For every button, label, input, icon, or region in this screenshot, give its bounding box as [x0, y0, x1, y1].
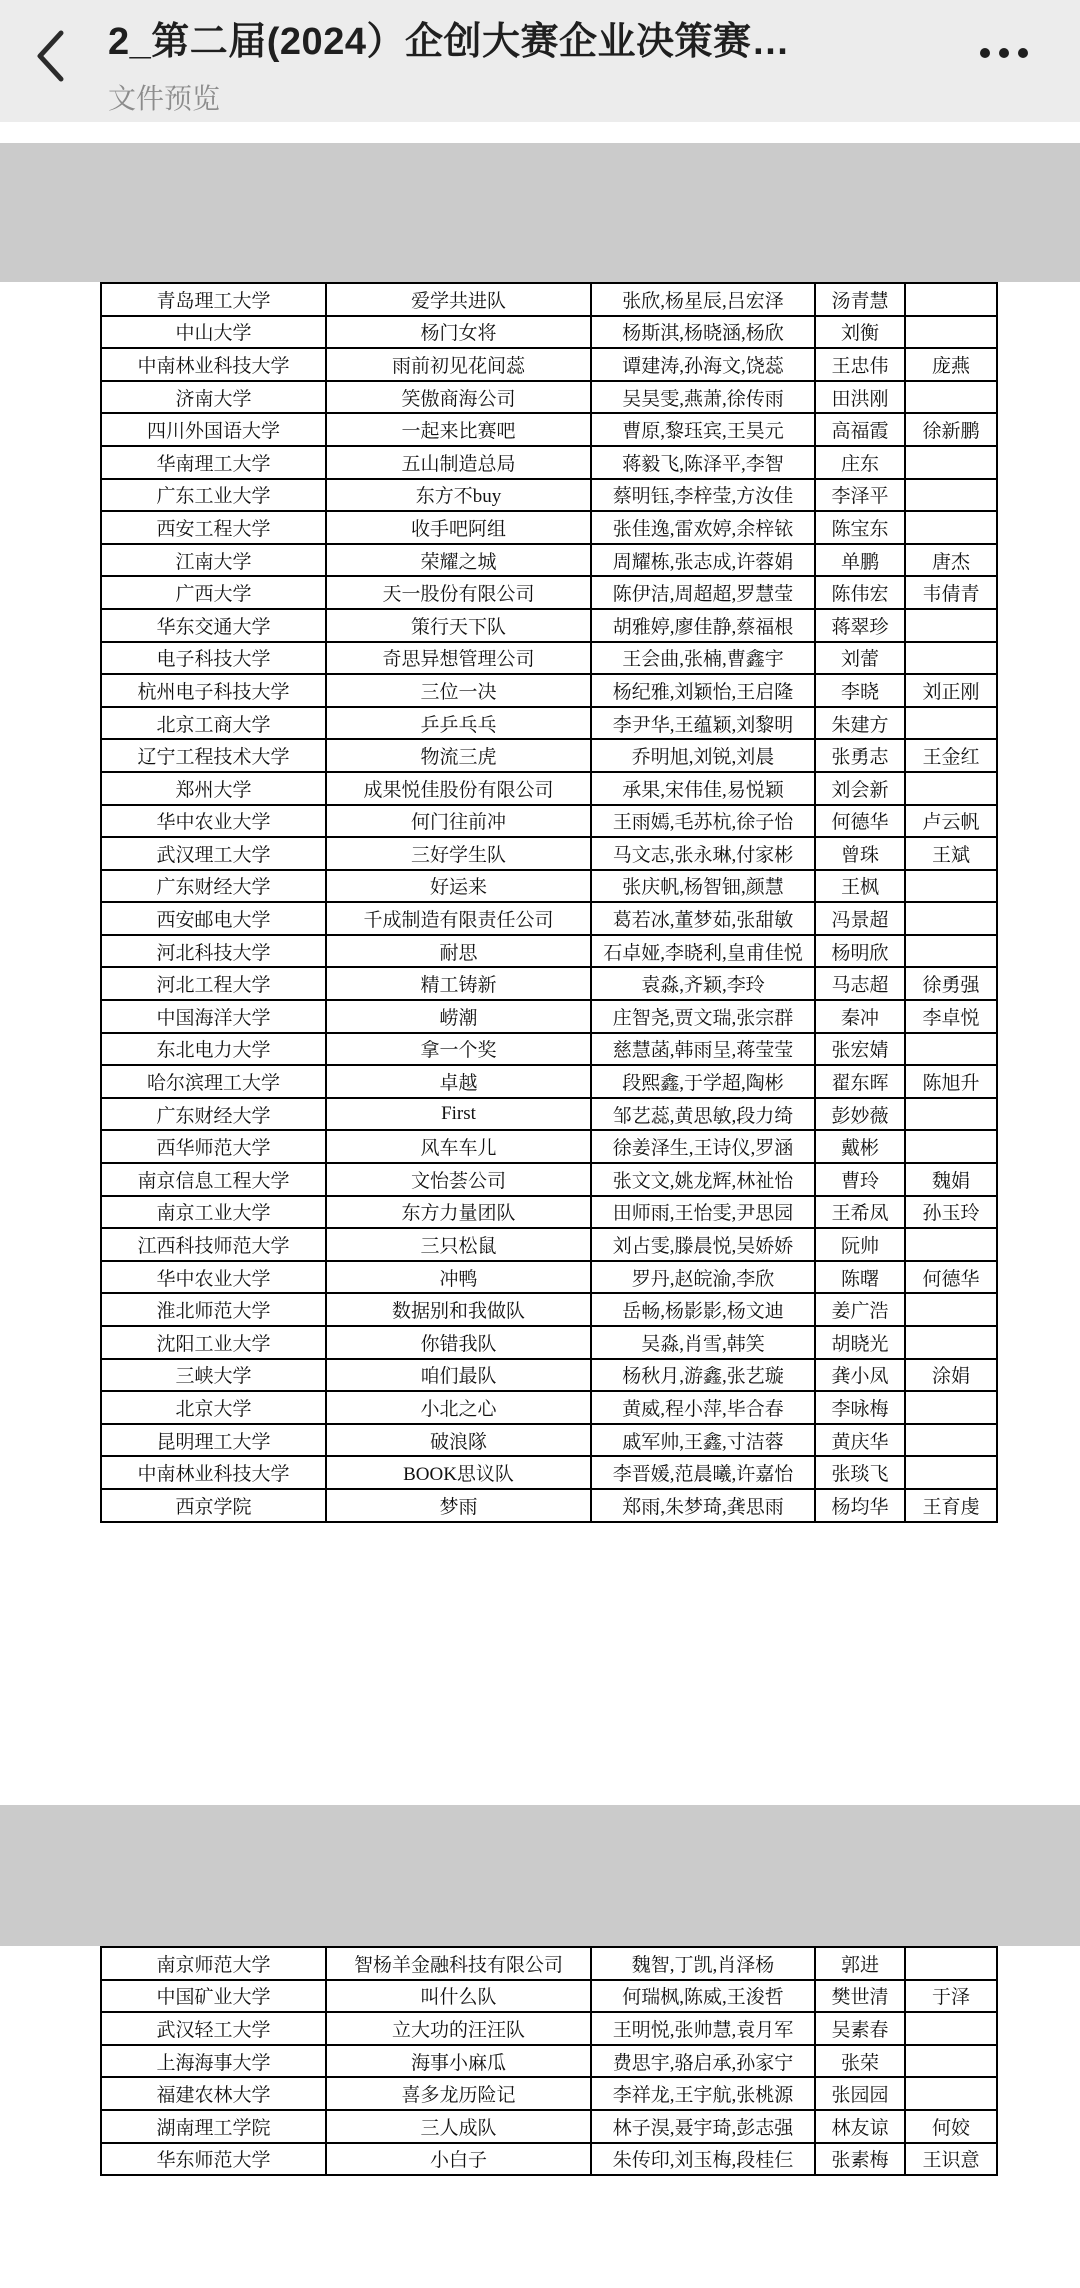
file-title: 2_第二届(2024）企创大赛企业决策赛…	[108, 21, 790, 63]
cell-university: 河北工程大学	[101, 967, 326, 1000]
cell-advisor_1: 陈宝东	[815, 511, 905, 544]
cell-team_name: First	[326, 1098, 591, 1131]
cell-advisor_2: 韦倩青	[905, 576, 997, 609]
cell-university: 郑州大学	[101, 772, 326, 805]
cell-university: 济南大学	[101, 381, 326, 414]
cell-members: 罗丹,赵皖渝,李欣	[591, 1261, 815, 1294]
cell-members: 慈慧菡,韩雨呈,蒋莹莹	[591, 1033, 815, 1066]
cell-advisor_1: 陈伟宏	[815, 576, 905, 609]
table-row	[101, 1065, 997, 1098]
cell-university: 东北电力大学	[101, 1033, 326, 1066]
cell-advisor_1: 张荣	[815, 2045, 905, 2078]
cell-university: 湖南理工学院	[101, 2110, 326, 2143]
cell-university: 电子科技大学	[101, 642, 326, 675]
table-row	[101, 2110, 997, 2143]
table-row	[101, 511, 997, 544]
cell-members: 张文文,姚龙辉,林祉怡	[591, 1163, 815, 1196]
cell-team_name: 拿一个奖	[326, 1033, 591, 1066]
table-row	[101, 642, 997, 675]
cell-university: 中南林业科技大学	[101, 1456, 326, 1489]
table-row	[101, 381, 997, 414]
table-row	[101, 837, 997, 870]
cell-advisor_1: 朱建方	[815, 707, 905, 740]
cell-team_name: 荣耀之城	[326, 544, 591, 577]
cell-advisor_2	[905, 2077, 997, 2110]
cell-members: 蔡明钰,李梓莹,方汝佳	[591, 479, 815, 512]
table-row	[101, 739, 997, 772]
cell-team_name: 精工铸新	[326, 967, 591, 1000]
cell-university: 沈阳工业大学	[101, 1326, 326, 1359]
cell-advisor_2: 于泽	[905, 1980, 997, 2013]
cell-advisor_2: 庞燕	[905, 348, 997, 381]
cell-advisor_2: 徐勇强	[905, 967, 997, 1000]
cell-members: 吴淼,肖雪,韩笑	[591, 1326, 815, 1359]
cell-advisor_2: 徐新鹏	[905, 413, 997, 446]
cell-university: 上海海事大学	[101, 2045, 326, 2078]
cell-university: 西华师范大学	[101, 1130, 326, 1163]
table-row	[101, 609, 997, 642]
cell-advisor_1: 林友谅	[815, 2110, 905, 2143]
table-row	[101, 283, 997, 316]
cell-team_name: 爱学共进队	[326, 283, 591, 316]
cell-team_name: 你错我队	[326, 1326, 591, 1359]
cell-members: 葛若冰,董梦茹,张甜敏	[591, 902, 815, 935]
cell-advisor_2: 何姣	[905, 2110, 997, 2143]
cell-advisor_2: 李卓悦	[905, 1000, 997, 1033]
cell-team_name: 杨门女将	[326, 316, 591, 349]
cell-advisor_1: 彭妙薇	[815, 1098, 905, 1131]
cell-members: 朱传印,刘玉梅,段桂仨	[591, 2143, 815, 2176]
table-row	[101, 479, 997, 512]
cell-university: 中国海洋大学	[101, 1000, 326, 1033]
table-row	[101, 870, 997, 903]
cell-advisor_1: 何德华	[815, 805, 905, 838]
cell-team_name: 耐思	[326, 935, 591, 968]
table-row	[101, 1424, 997, 1457]
ellipsis-more-icon	[980, 48, 1028, 58]
cell-university: 广东工业大学	[101, 479, 326, 512]
cell-members: 黄威,程小萍,毕合春	[591, 1391, 815, 1424]
cell-members: 何瑞枫,陈威,王浚哲	[591, 1980, 815, 2013]
cell-advisor_1: 王希凤	[815, 1196, 905, 1229]
cell-team_name: 冲鸭	[326, 1261, 591, 1294]
cell-members: 段熙鑫,于学超,陶彬	[591, 1065, 815, 1098]
cell-advisor_2: 王识意	[905, 2143, 997, 2176]
cell-team_name: 叫什么队	[326, 1980, 591, 2013]
table-row	[101, 1228, 997, 1261]
cell-team_name: 三好学生队	[326, 837, 591, 870]
cell-members: 马文志,张永琳,付家彬	[591, 837, 815, 870]
cell-advisor_2	[905, 2012, 997, 2045]
cell-advisor_2: 王斌	[905, 837, 997, 870]
cell-university: 中国矿业大学	[101, 1980, 326, 2013]
table-row	[101, 1033, 997, 1066]
cell-team_name: 笑傲商海公司	[326, 381, 591, 414]
cell-advisor_1: 张园园	[815, 2077, 905, 2110]
cell-university: 江西科技师范大学	[101, 1228, 326, 1261]
cell-advisor_2: 唐杰	[905, 544, 997, 577]
cell-members: 周耀栋,张志成,许蓉娟	[591, 544, 815, 577]
cell-advisor_1: 曾珠	[815, 837, 905, 870]
cell-university: 杭州电子科技大学	[101, 674, 326, 707]
teams-table-page-2	[100, 1946, 998, 2176]
table-row	[101, 1456, 997, 1489]
table-row	[101, 1947, 997, 1980]
table-row	[101, 1359, 997, 1392]
cell-members: 刘占雯,滕晨悦,吴娇娇	[591, 1228, 815, 1261]
cell-advisor_1: 单鹏	[815, 544, 905, 577]
cell-advisor_2	[905, 1424, 997, 1457]
page-gap	[0, 143, 1080, 155]
cell-advisor_2: 何德华	[905, 1261, 997, 1294]
cell-advisor_1: 马志超	[815, 967, 905, 1000]
cell-advisor_2	[905, 609, 997, 642]
cell-team_name: 小白子	[326, 2143, 591, 2176]
cell-university: 华中农业大学	[101, 1261, 326, 1294]
table-row	[101, 576, 997, 609]
cell-university: 河北科技大学	[101, 935, 326, 968]
cell-advisor_2	[905, 511, 997, 544]
cell-team_name: 物流三虎	[326, 739, 591, 772]
cell-advisor_2	[905, 707, 997, 740]
cell-advisor_1: 樊世清	[815, 1980, 905, 2013]
cell-advisor_2: 陈旭升	[905, 1065, 997, 1098]
cell-advisor_2	[905, 316, 997, 349]
cell-team_name: 收手吧阿组	[326, 511, 591, 544]
cell-advisor_1: 黄庆华	[815, 1424, 905, 1457]
cell-team_name: 奇思异想管理公司	[326, 642, 591, 675]
cell-members: 蒋毅飞,陈泽平,李智	[591, 446, 815, 479]
cell-university: 华东师范大学	[101, 2143, 326, 2176]
cell-members: 胡雅婷,廖佳静,蔡福根	[591, 609, 815, 642]
table-row	[101, 707, 997, 740]
cell-members: 石卓娅,李晓利,皇甫佳悦	[591, 935, 815, 968]
cell-university: 广东财经大学	[101, 1098, 326, 1131]
cell-university: 淮北师范大学	[101, 1293, 326, 1326]
table-row	[101, 1326, 997, 1359]
cell-members: 袁淼,齐颖,李玲	[591, 967, 815, 1000]
cell-members: 李晋媛,范晨曦,许嘉怡	[591, 1456, 815, 1489]
cell-members: 戚军帅,王鑫,寸洁蓉	[591, 1424, 815, 1457]
table-row	[101, 1489, 997, 1522]
cell-university: 昆明理工大学	[101, 1424, 326, 1457]
cell-university: 华中农业大学	[101, 805, 326, 838]
cell-advisor_1: 胡晓光	[815, 1326, 905, 1359]
cell-university: 中山大学	[101, 316, 326, 349]
cell-university: 三峡大学	[101, 1359, 326, 1392]
cell-members: 邹艺蕊,黄思敏,段力绮	[591, 1098, 815, 1131]
cell-advisor_1: 汤青慧	[815, 283, 905, 316]
cell-team_name: 卓越	[326, 1065, 591, 1098]
cell-members: 吴昊雯,燕萧,徐传雨	[591, 381, 815, 414]
cell-members: 田师雨,王怡雯,尹思园	[591, 1196, 815, 1229]
back-button[interactable]	[22, 26, 78, 86]
cell-members: 谭建涛,孙海文,饶蕊	[591, 348, 815, 381]
cell-members: 张庆帆,杨智钿,颜慧	[591, 870, 815, 903]
table-row	[101, 1196, 997, 1229]
cell-members: 王雨嫣,毛苏杭,徐子怡	[591, 805, 815, 838]
document-page-2	[0, 1946, 1080, 2288]
cell-advisor_1: 翟东晖	[815, 1065, 905, 1098]
cell-advisor_2: 孙玉玲	[905, 1196, 997, 1229]
cell-advisor_1: 张琰飞	[815, 1456, 905, 1489]
cell-team_name: 一起来比赛吧	[326, 413, 591, 446]
cell-members: 杨纪雅,刘颖怡,王启隆	[591, 674, 815, 707]
table-row	[101, 1293, 997, 1326]
cell-university: 广西大学	[101, 576, 326, 609]
cell-advisor_1: 张勇志	[815, 739, 905, 772]
cell-advisor_1: 曹玲	[815, 1163, 905, 1196]
cell-advisor_2: 卢云帆	[905, 805, 997, 838]
cell-team_name: 三只松鼠	[326, 1228, 591, 1261]
cell-university: 北京工商大学	[101, 707, 326, 740]
table-row	[101, 544, 997, 577]
cell-advisor_2	[905, 902, 997, 935]
cell-team_name: 智杨羊金融科技有限公司	[326, 1947, 591, 1980]
cell-advisor_1: 王忠伟	[815, 348, 905, 381]
cell-team_name: 东方力量团队	[326, 1196, 591, 1229]
cell-advisor_1: 戴彬	[815, 1130, 905, 1163]
cell-university: 武汉理工大学	[101, 837, 326, 870]
cell-university: 西京学院	[101, 1489, 326, 1522]
table-row	[101, 902, 997, 935]
table-row	[101, 2077, 997, 2110]
cell-advisor_1: 张素梅	[815, 2143, 905, 2176]
cell-university: 福建农林大学	[101, 2077, 326, 2110]
page-gap	[0, 1805, 1080, 1817]
cell-advisor_2	[905, 870, 997, 903]
cell-advisor_1: 高福霞	[815, 413, 905, 446]
cell-university: 四川外国语大学	[101, 413, 326, 446]
cell-team_name: 破浪隊	[326, 1424, 591, 1457]
cell-team_name: 雨前初见花间蕊	[326, 348, 591, 381]
table-row	[101, 967, 997, 1000]
cell-advisor_1: 李泽平	[815, 479, 905, 512]
table-row	[101, 805, 997, 838]
cell-university: 青岛理工大学	[101, 283, 326, 316]
cell-members: 林子淏,聂宇琦,彭志强	[591, 2110, 815, 2143]
table-row	[101, 935, 997, 968]
table-row	[101, 1163, 997, 1196]
cell-team_name: 成果悦佳股份有限公司	[326, 772, 591, 805]
cell-university: 华南理工大学	[101, 446, 326, 479]
table-row	[101, 1130, 997, 1163]
table-row	[101, 413, 997, 446]
cell-team_name: 海事小麻瓜	[326, 2045, 591, 2078]
cell-advisor_2	[905, 1391, 997, 1424]
cell-members: 张佳逸,雷欢婷,余梓铱	[591, 511, 815, 544]
cell-members: 杨秋月,游鑫,张艺璇	[591, 1359, 815, 1392]
cell-advisor_2	[905, 2045, 997, 2078]
cell-advisor_2	[905, 479, 997, 512]
cell-members: 魏智,丁凯,肖泽杨	[591, 1947, 815, 1980]
table-row	[101, 1980, 997, 2013]
cell-team_name: 乒乒乓乓	[326, 707, 591, 740]
cell-university: 华东交通大学	[101, 609, 326, 642]
cell-advisor_2: 王育虔	[905, 1489, 997, 1522]
chevron-left-icon	[33, 28, 67, 84]
cell-advisor_1: 刘蕾	[815, 642, 905, 675]
table-row	[101, 2143, 997, 2176]
cell-members: 曹原,黎珏宾,王昊元	[591, 413, 815, 446]
cell-team_name: 小北之心	[326, 1391, 591, 1424]
cell-advisor_1: 陈曙	[815, 1261, 905, 1294]
table-row	[101, 2012, 997, 2045]
cell-members: 杨斯淇,杨晓涵,杨欣	[591, 316, 815, 349]
cell-advisor_1: 郭进	[815, 1947, 905, 1980]
cell-team_name: 何门往前冲	[326, 805, 591, 838]
cell-university: 西安邮电大学	[101, 902, 326, 935]
teams-table-page-1	[100, 282, 998, 1523]
file-preview-label: 文件预览	[108, 83, 221, 114]
cell-members: 承果,宋伟佳,易悦颖	[591, 772, 815, 805]
cell-advisor_2	[905, 1947, 997, 1980]
cell-advisor_1: 刘会新	[815, 772, 905, 805]
cell-university: 南京信息工程大学	[101, 1163, 326, 1196]
cell-team_name: 梦雨	[326, 1489, 591, 1522]
cell-advisor_1: 李咏梅	[815, 1391, 905, 1424]
cell-advisor_2	[905, 1033, 997, 1066]
cell-team_name: 三位一决	[326, 674, 591, 707]
cell-advisor_2: 魏娟	[905, 1163, 997, 1196]
cell-advisor_2	[905, 772, 997, 805]
cell-team_name: 数据别和我做队	[326, 1293, 591, 1326]
cell-team_name: 三人成队	[326, 2110, 591, 2143]
cell-advisor_1: 姜广浩	[815, 1293, 905, 1326]
cell-advisor_1: 张宏婧	[815, 1033, 905, 1066]
cell-university: 南京工业大学	[101, 1196, 326, 1229]
cell-advisor_1: 庄东	[815, 446, 905, 479]
cell-team_name: 千成制造有限责任公司	[326, 902, 591, 935]
cell-team_name: 咱们最队	[326, 1359, 591, 1392]
cell-members: 张欣,杨星辰,吕宏泽	[591, 283, 815, 316]
cell-advisor_2: 涂娟	[905, 1359, 997, 1392]
table-row	[101, 1391, 997, 1424]
cell-members: 王明悦,张帅慧,袁月军	[591, 2012, 815, 2045]
cell-members: 徐姜泽生,王诗仪,罗涵	[591, 1130, 815, 1163]
cell-university: 江南大学	[101, 544, 326, 577]
cell-team_name: 五山制造总局	[326, 446, 591, 479]
cell-university: 广东财经大学	[101, 870, 326, 903]
cell-university: 武汉轻工大学	[101, 2012, 326, 2045]
cell-advisor_1: 王枫	[815, 870, 905, 903]
cell-team_name: 东方不buy	[326, 479, 591, 512]
cell-team_name: 好运来	[326, 870, 591, 903]
cell-university: 中南林业科技大学	[101, 348, 326, 381]
cell-advisor_2	[905, 1130, 997, 1163]
cell-team_name: 策行天下队	[326, 609, 591, 642]
cell-advisor_1: 田洪刚	[815, 381, 905, 414]
cell-team_name: BOOK思议队	[326, 1456, 591, 1489]
cell-university: 哈尔滨理工大学	[101, 1065, 326, 1098]
cell-advisor_2	[905, 642, 997, 675]
cell-advisor_2: 王金红	[905, 739, 997, 772]
cell-university: 西安工程大学	[101, 511, 326, 544]
cell-advisor_2	[905, 1098, 997, 1131]
cell-members: 王会曲,张楠,曹鑫宇	[591, 642, 815, 675]
cell-advisor_1: 杨均华	[815, 1489, 905, 1522]
more-menu-button[interactable]	[972, 40, 1036, 66]
cell-university: 辽宁工程技术大学	[101, 739, 326, 772]
cell-advisor_2	[905, 1456, 997, 1489]
cell-members: 陈伊洁,周超超,罗慧莹	[591, 576, 815, 609]
cell-team_name: 文怡荟公司	[326, 1163, 591, 1196]
cell-advisor_2	[905, 283, 997, 316]
cell-members: 乔明旭,刘锐,刘晨	[591, 739, 815, 772]
top-bar	[0, 0, 1080, 122]
table-row	[101, 772, 997, 805]
cell-university: 北京大学	[101, 1391, 326, 1424]
cell-team_name: 喜多龙历险记	[326, 2077, 591, 2110]
table-row	[101, 316, 997, 349]
table-row	[101, 674, 997, 707]
cell-team_name: 风车车儿	[326, 1130, 591, 1163]
cell-university: 南京师范大学	[101, 1947, 326, 1980]
table-row	[101, 2045, 997, 2078]
cell-advisor_2	[905, 1293, 997, 1326]
cell-members: 费思宇,骆启承,孙家宁	[591, 2045, 815, 2078]
cell-advisor_1: 阮帅	[815, 1228, 905, 1261]
table-row	[101, 1098, 997, 1131]
document-page-1	[0, 282, 1080, 1805]
title-block	[108, 10, 868, 117]
cell-advisor_1: 蒋翠珍	[815, 609, 905, 642]
table-row	[101, 1261, 997, 1294]
cell-members: 岳畅,杨影影,杨文迪	[591, 1293, 815, 1326]
cell-members: 郑雨,朱梦琦,龚思雨	[591, 1489, 815, 1522]
cell-advisor_1: 杨明欣	[815, 935, 905, 968]
cell-team_name: 崂潮	[326, 1000, 591, 1033]
cell-advisor_1: 冯景超	[815, 902, 905, 935]
cell-members: 李尹华,王蕴颖,刘黎明	[591, 707, 815, 740]
cell-advisor_1: 龚小凤	[815, 1359, 905, 1392]
cell-advisor_1: 刘衡	[815, 316, 905, 349]
table-row	[101, 446, 997, 479]
previous-page-edge	[0, 122, 1080, 143]
cell-advisor_1: 秦冲	[815, 1000, 905, 1033]
cell-team_name: 天一股份有限公司	[326, 576, 591, 609]
table-row	[101, 1000, 997, 1033]
cell-advisor_2	[905, 381, 997, 414]
cell-advisor_2	[905, 1228, 997, 1261]
cell-advisor_2: 刘正刚	[905, 674, 997, 707]
cell-advisor_2	[905, 1326, 997, 1359]
cell-advisor_1: 李晓	[815, 674, 905, 707]
cell-advisor_2	[905, 935, 997, 968]
cell-advisor_1: 吴素春	[815, 2012, 905, 2045]
table-row	[101, 348, 997, 381]
cell-advisor_2	[905, 446, 997, 479]
cell-team_name: 立大功的汪汪队	[326, 2012, 591, 2045]
cell-members: 庄智尧,贾文瑞,张宗群	[591, 1000, 815, 1033]
cell-members: 李祥龙,王宇航,张桃源	[591, 2077, 815, 2110]
